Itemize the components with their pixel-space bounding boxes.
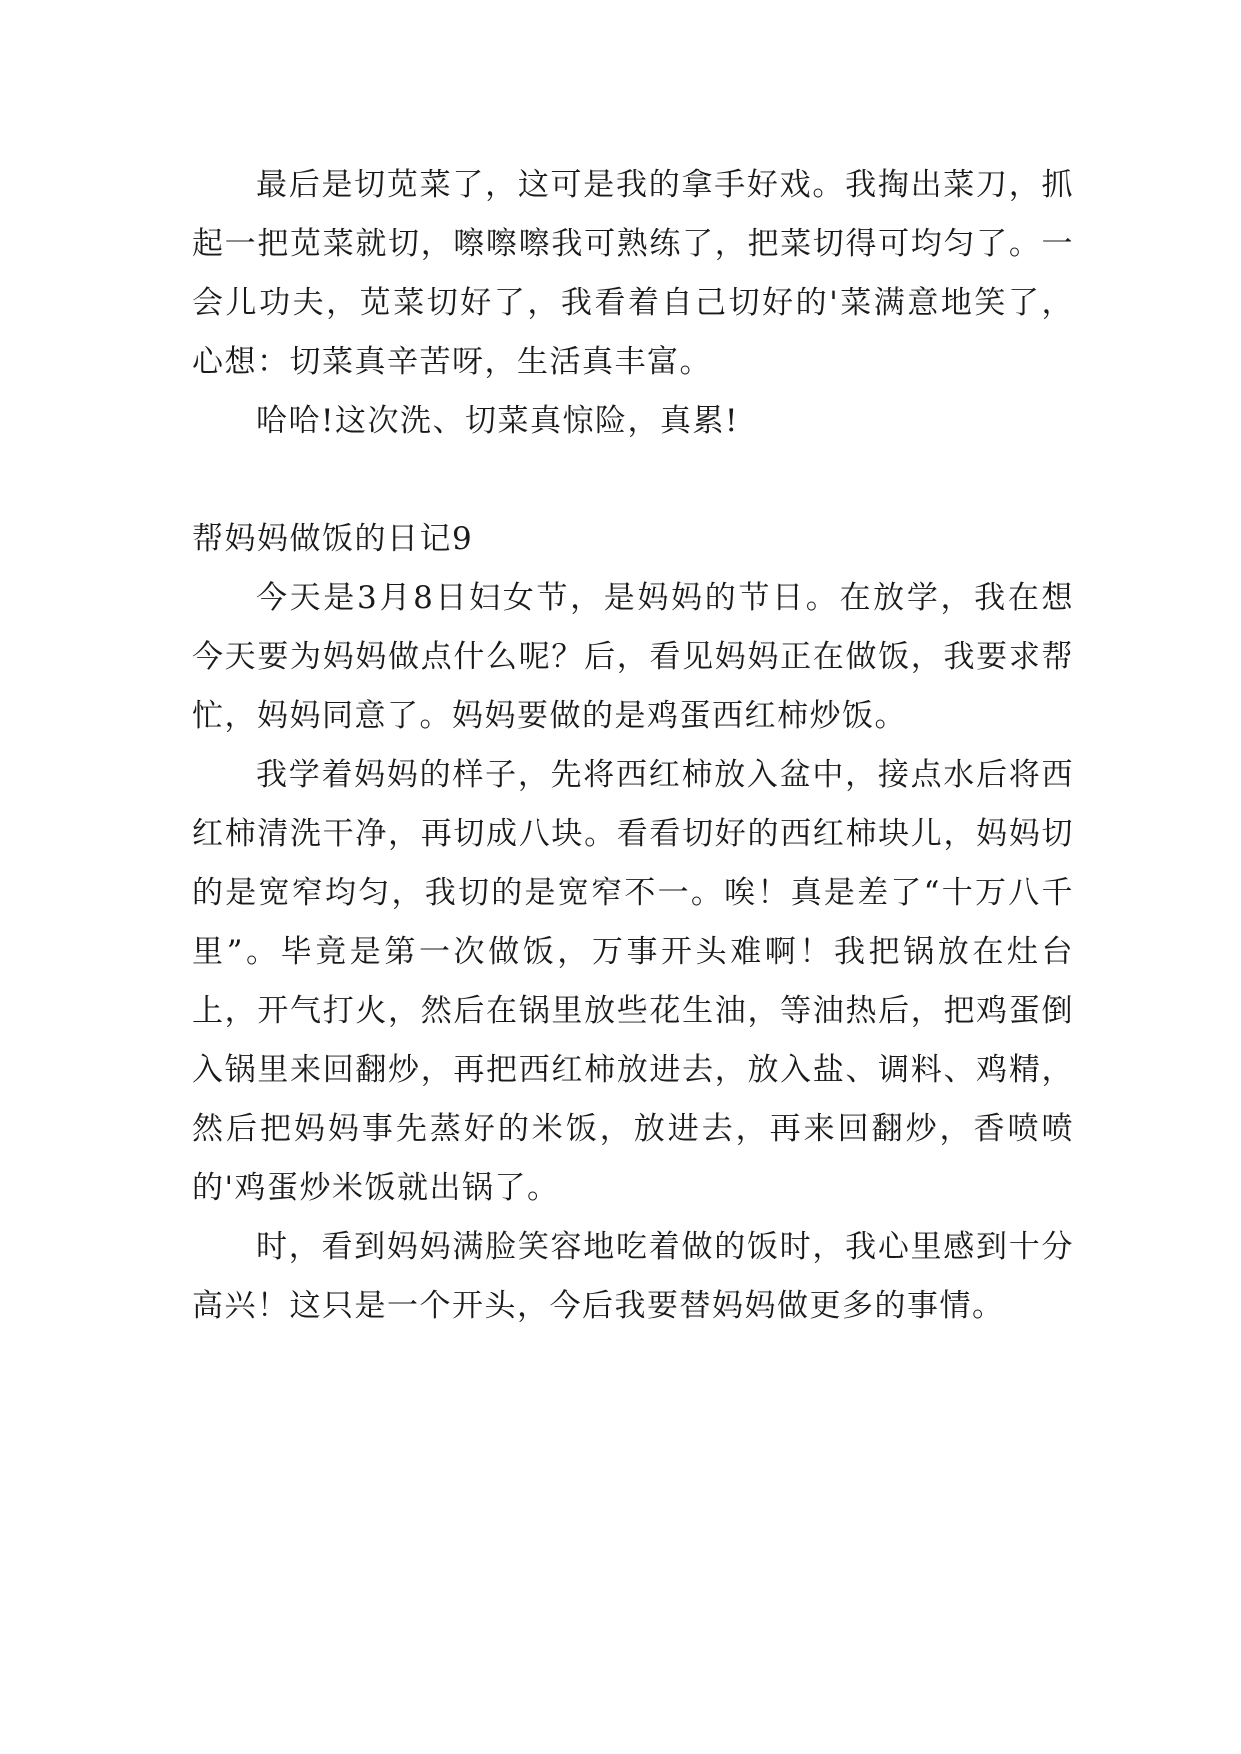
document-body — [192, 156, 1074, 1336]
paragraph: 今天是3月8日妇女节，是妈妈的节日。在放学，我在想今天要为妈妈做点什么呢？后，看见妈妈正在做饭，我要求帮忙，妈妈同意了。妈妈要做的是鸡蛋西红柿炒饭。 — [192, 580, 1074, 734]
paragraph: 哈哈!这次洗、切菜真惊险，真累! — [256, 403, 739, 439]
paragraph: 我学着妈妈的样子，先将西红柿放入盆中，接点水后将西红柿清洗干净，再切成八块。看看切好的西红柿块儿，妈妈切的是宽窄均匀，我切的是宽窄不一。唉！真是差了“十万八千里”。毕竟是第一次做饭，万事开头难啊！我把锅放在灶台上，开气打火，然后在锅里放些花生油，等油热后，把鸡蛋倒入锅里来回翻炒，再把西红柿放进去，放入盐、调料、鸡精，然后把妈妈事先蒸好的米饭，放进去，再来回翻炒，香喷喷的'鸡蛋炒米饭就出锅了。 — [192, 757, 1074, 1206]
paragraph: 最后是切苋菜了，这可是我的拿手好戏。我掏出菜刀，抓起一把苋菜就切，嚓嚓嚓我可熟练了，把菜切得可均匀了。一会儿功夫，苋菜切好了，我看着自己切好的'菜满意地笑了，心想：切菜真辛苦呀，生活真丰富。 — [192, 167, 1074, 380]
section-title: 帮妈妈做饭的日记9 — [192, 521, 474, 557]
paragraph: 时，看到妈妈满脸笑容地吃着做的饭时，我心里感到十分高兴！这只是一个开头，今后我要替妈妈做更多的事情。 — [192, 1229, 1074, 1324]
